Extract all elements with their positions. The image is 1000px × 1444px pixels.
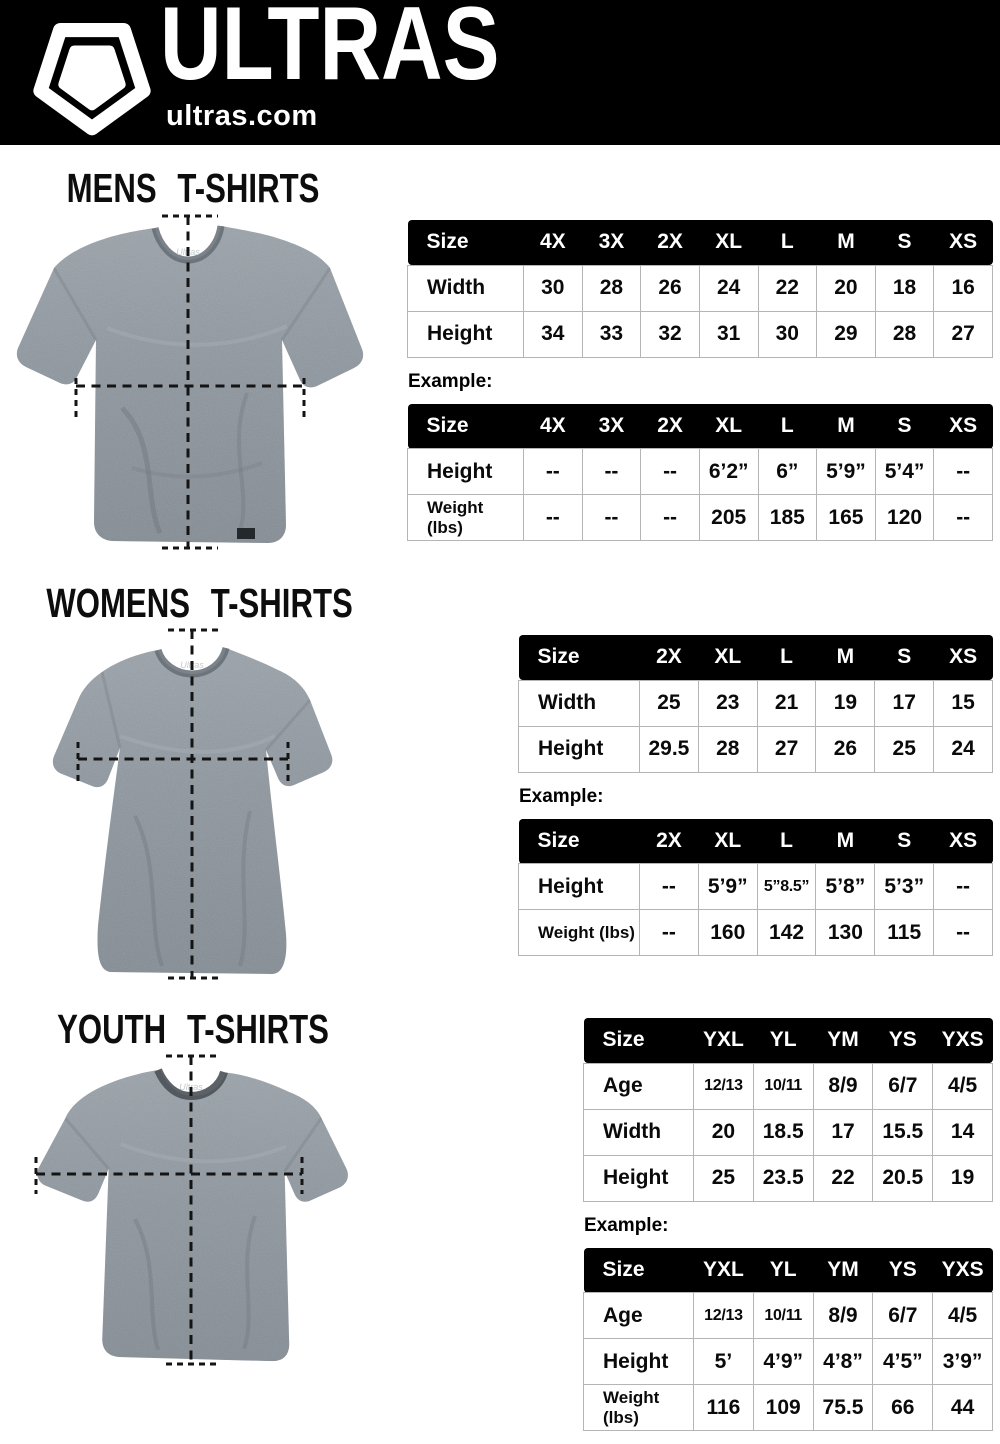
womens-size-table [518,635,993,773]
mens-example-table [407,404,993,542]
mens-section-title: MENS T-SHIRTS [66,165,320,211]
size-header-cell: YXL [694,1248,754,1293]
size-header-cell: S [875,819,934,864]
size-value-cell: 14 [933,1109,993,1155]
brand-domain: ultras.com [166,100,318,132]
size-header-cell: YM [813,1248,873,1293]
size-header-cell: YL [753,1248,813,1293]
mens-tshirt-image [12,208,392,556]
size-value-cell: 8/9 [813,1293,873,1339]
size-value-cell: 23 [698,680,757,726]
row-label: Weight (lbs) [584,1385,694,1431]
size-value-cell: 5’4” [875,449,934,495]
youth-collar-label: Ultras [179,1082,203,1092]
size-value-cell: 66 [873,1385,933,1431]
row-label: Height [408,449,524,495]
size-header-cell: 2X [641,404,700,449]
size-value-cell: 115 [875,910,934,956]
size-header-cell: YXS [933,1018,993,1063]
size-header-cell: L [757,635,816,680]
size-header-cell: M [816,819,875,864]
size-value-cell: -- [582,495,641,541]
size-value-cell: 165 [817,495,876,541]
row-label: Weight (lbs) [408,495,524,541]
row-label: Age [584,1063,694,1109]
size-value-cell: 120 [875,495,934,541]
brand-name: ULTRAS [160,0,500,102]
womens-shirt-photo [40,626,352,984]
size-header-cell: XL [699,220,758,265]
size-value-cell: -- [934,449,993,495]
table-header-row [408,220,993,265]
size-header-cell: 2X [640,819,699,864]
size-header-cell: 3X [582,404,641,449]
womens-example-label: Example: [519,785,604,807]
row-label: Weight (lbs) [519,910,640,956]
size-value-cell: 22 [813,1155,873,1201]
size-value-cell: 44 [933,1385,993,1431]
section-womens [0,570,1000,1000]
size-value-cell: 4’5” [873,1339,933,1385]
size-value-cell: 4’9” [753,1339,813,1385]
size-header-cell: M [817,220,876,265]
size-value-cell: 28 [582,265,641,311]
youth-tshirt-image [30,1050,352,1380]
size-header-cell: YM [813,1018,873,1063]
size-value-cell: 29 [817,311,876,357]
size-value-cell: 34 [524,311,583,357]
youth-size-table [583,1018,993,1202]
size-value-cell: 24 [934,726,993,772]
size-value-cell: 8/9 [813,1063,873,1109]
size-value-cell: 17 [875,680,934,726]
size-value-cell: 18 [875,265,934,311]
size-column-title: Size [519,635,640,680]
size-value-cell: 30 [524,265,583,311]
size-value-cell: 160 [698,910,757,956]
table-row [584,1109,993,1155]
size-value-cell: -- [640,864,699,910]
table-header-row [519,635,993,680]
size-value-cell: -- [934,910,993,956]
size-column-title: Size [408,220,524,265]
table-header-row [584,1248,993,1293]
size-value-cell: 27 [934,311,993,357]
size-header-cell: 4X [524,404,583,449]
size-value-cell: 116 [694,1385,754,1431]
size-value-cell: 28 [875,311,934,357]
womens-tshirt-image [40,626,352,984]
size-header-cell: 2X [640,635,699,680]
table-row [584,1063,993,1109]
size-value-cell: 4/5 [933,1293,993,1339]
size-value-cell: 20 [694,1109,754,1155]
womens-section-title: WOMENS T-SHIRTS [46,580,353,626]
size-header-cell: YXS [933,1248,993,1293]
size-value-cell: 4’8” [813,1339,873,1385]
size-value-cell: 25 [694,1155,754,1201]
size-value-cell: 5’3” [875,864,934,910]
size-value-cell: 12/13 [694,1063,754,1109]
row-label: Width [408,265,524,311]
size-value-cell: -- [640,910,699,956]
size-header-cell: 4X [524,220,583,265]
table-row [584,1293,993,1339]
table-row [408,311,993,357]
size-value-cell: 109 [753,1385,813,1431]
size-value-cell: -- [641,449,700,495]
size-value-cell: 29.5 [640,726,699,772]
size-value-cell: 15 [934,680,993,726]
size-header-cell: M [816,635,875,680]
size-value-cell: 16 [934,265,993,311]
section-mens [0,145,1000,570]
table-row [584,1155,993,1201]
row-label: Height [408,311,524,357]
womens-collar-label: Ultras [180,660,204,670]
size-value-cell: 4/5 [933,1063,993,1109]
size-value-cell: 5’8” [816,864,875,910]
size-header-cell: L [758,220,817,265]
size-value-cell: 5’9” [698,864,757,910]
size-value-cell: 17 [813,1109,873,1155]
size-header-cell: XS [934,220,993,265]
size-value-cell: 75.5 [813,1385,873,1431]
table-header-row [408,404,993,449]
size-header-cell: YS [873,1248,933,1293]
size-column-title: Size [519,819,640,864]
size-header-cell: 2X [641,220,700,265]
size-value-cell: 6/7 [873,1293,933,1339]
size-value-cell: 25 [875,726,934,772]
table-row [519,864,993,910]
size-header-cell: M [817,404,876,449]
size-header-cell: S [875,635,934,680]
size-header-cell: S [875,220,934,265]
row-label: Age [584,1293,694,1339]
row-label: Height [584,1339,694,1385]
table-row [584,1385,993,1431]
mens-shirt-photo [12,208,392,556]
size-value-cell: 33 [582,311,641,357]
size-value-cell: 5’9” [817,449,876,495]
size-value-cell: 25 [640,680,699,726]
table-row [519,910,993,956]
mens-size-table [407,220,993,358]
size-value-cell: 30 [758,311,817,357]
size-value-cell: 10/11 [753,1063,813,1109]
table-row [519,726,993,772]
size-column-title: Size [584,1248,694,1293]
size-header-cell: XL [698,635,757,680]
size-value-cell: 19 [933,1155,993,1201]
womens-example-table [518,819,993,957]
pentagon-shield-icon [33,12,151,136]
size-value-cell: -- [641,495,700,541]
row-label: Width [584,1109,694,1155]
size-value-cell: -- [934,864,993,910]
womens-tables [518,635,993,956]
table-row [408,449,993,495]
row-label: Height [519,726,640,772]
table-row [408,265,993,311]
size-value-cell: -- [582,449,641,495]
table-header-row [519,819,993,864]
size-value-cell: 26 [816,726,875,772]
size-value-cell: 31 [699,311,758,357]
size-column-title: Size [408,404,524,449]
size-column-title: Size [584,1018,694,1063]
youth-section-title: YOUTH T-SHIRTS [57,1006,329,1052]
size-header-cell: 3X [582,220,641,265]
size-value-cell: 185 [758,495,817,541]
table-header-row [584,1018,993,1063]
size-value-cell: 6’2” [699,449,758,495]
size-value-cell: -- [524,449,583,495]
size-value-cell: 12/13 [694,1293,754,1339]
size-value-cell: 15.5 [873,1109,933,1155]
mens-collar-label: Ultras [176,247,200,257]
size-value-cell: 18.5 [753,1109,813,1155]
size-header-cell: YXL [694,1018,754,1063]
table-row [584,1339,993,1385]
size-value-cell: 20 [817,265,876,311]
size-value-cell: 24 [699,265,758,311]
section-youth [0,1000,1000,1444]
size-value-cell: 23.5 [753,1155,813,1201]
size-value-cell: 20.5 [873,1155,933,1201]
size-header-cell: XS [934,819,993,864]
header-bar [0,0,1000,145]
youth-example-table [583,1248,993,1432]
size-value-cell: -- [934,495,993,541]
size-value-cell: 6” [758,449,817,495]
size-value-cell: 5’ [694,1339,754,1385]
youth-example-label: Example: [584,1214,669,1236]
size-value-cell: 27 [757,726,816,772]
size-value-cell: 32 [641,311,700,357]
size-header-cell: XS [934,635,993,680]
size-header-cell: XL [698,819,757,864]
size-header-cell: XS [934,404,993,449]
size-value-cell: 130 [816,910,875,956]
size-value-cell: 21 [757,680,816,726]
size-value-cell: 142 [757,910,816,956]
youth-shirt-photo [30,1050,352,1380]
size-header-cell: S [875,404,934,449]
size-header-cell: L [757,819,816,864]
size-header-cell: YS [873,1018,933,1063]
size-header-cell: XL [699,404,758,449]
row-label: Height [519,864,640,910]
size-value-cell: 19 [816,680,875,726]
mens-tables [407,220,993,541]
size-value-cell: 28 [698,726,757,772]
size-value-cell: 26 [641,265,700,311]
size-header-cell: YL [753,1018,813,1063]
size-value-cell: -- [524,495,583,541]
row-label: Width [519,680,640,726]
table-row [408,495,993,541]
mens-example-label: Example: [408,370,493,392]
size-header-cell: L [758,404,817,449]
size-value-cell: 205 [699,495,758,541]
size-value-cell: 5”8.5” [757,864,816,910]
row-label: Height [584,1155,694,1201]
table-row [519,680,993,726]
size-value-cell: 10/11 [753,1293,813,1339]
size-value-cell: 6/7 [873,1063,933,1109]
size-value-cell: 3’9” [933,1339,993,1385]
youth-tables [583,1018,993,1431]
size-value-cell: 22 [758,265,817,311]
